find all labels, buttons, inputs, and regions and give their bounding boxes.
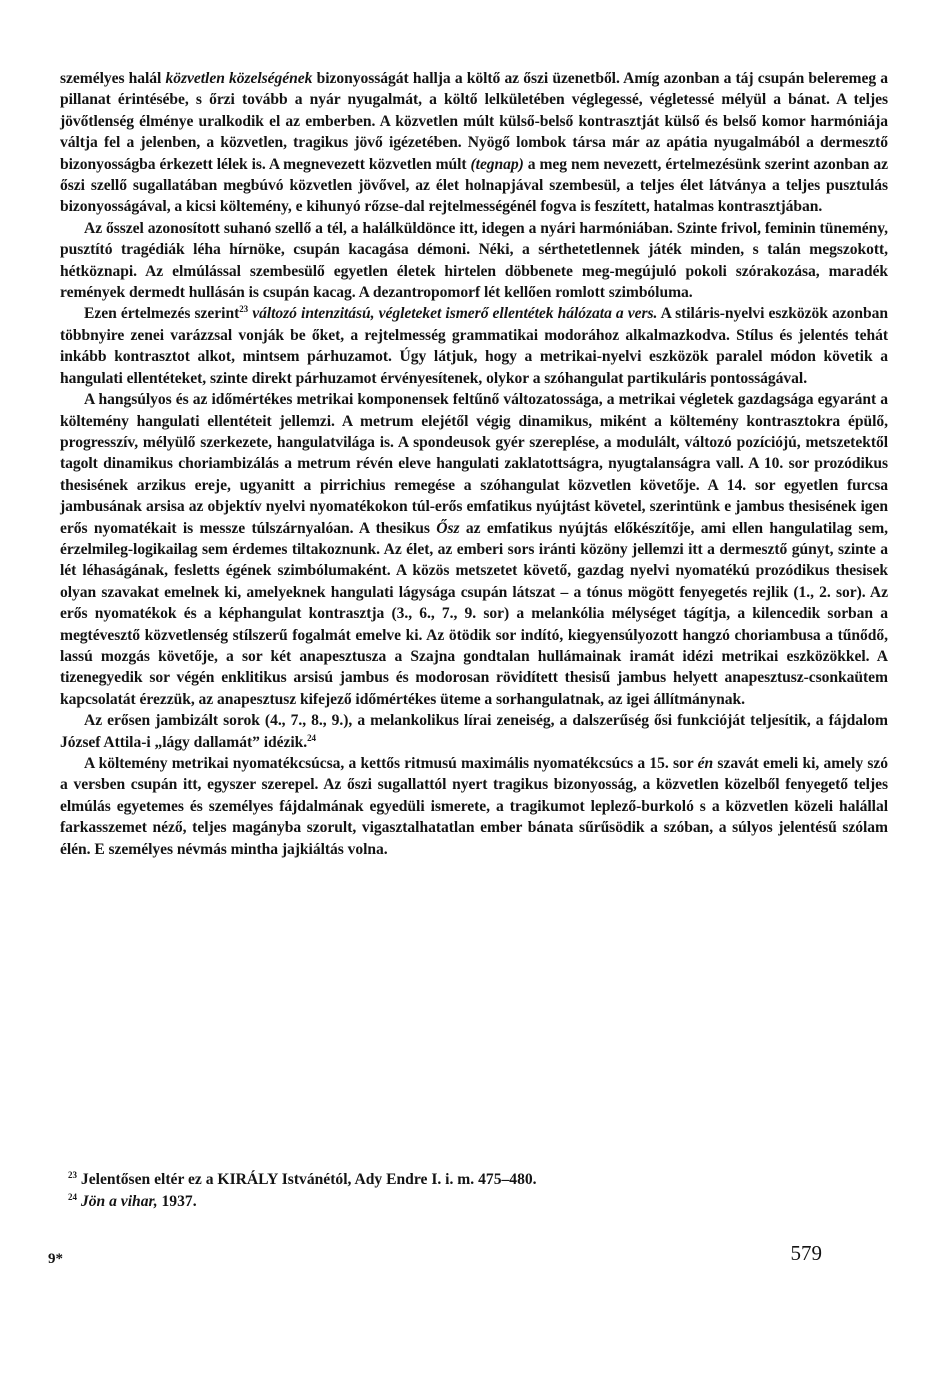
footnote-reference: 24 <box>68 1192 77 1202</box>
footnotes <box>60 1170 888 1214</box>
footnote <box>60 1170 888 1190</box>
text-run: az emfatikus nyújtás előkészítője, ami ellen hangulatilag sem, érzelmileg-logikailag sem érdemes tiltakoznunk. Az élet, az emberi sors iránti közöny jellemzi itt a dermesztő gúnyt, szinte a lét léhaságának, fesletts égének szimbólumaként. A közös metszetet követő, gazdag nyelvi nyomatékú prozódikus thesisek olyan szavakat emelnek ki, amelyeknek hangulati lágysága csupán látszat – a tónus mögött fenyegetés rejlik (1., 2. sor). Az erős nyomatékok és a képhangulat kontrasztja (3., 6., 7., 9. sor) a melankólia mélységet tágítja, a kilencedik sorban a megtévesztő közvetlenség stílszerű fogalmát emelve ki. Az ötödik sor indító, kiegyensúlyozott hangzó choriambusa a tűnődő, lassú mozgás követője, a sor két anapesztusza a Szajna gondtalan hullámainak iramát idézi metrikai eszközökkel. A tizenegyedik sor végén enklitikus arsisú jambus és modorosan rövidített thesisű jambus helyett anapesztusz-csonkaütem kapcsolatát érezzük, az anapesztusz kifejező időmértékes üteme a sorhangulatnak, az igei állítmánynak. <box>60 519 889 708</box>
text-run: szavát emeli ki, amely szó a versben csupán itt, egyszer szerepel. Az őszi sugallattól nyert tragikus bizonyosság, a közvetlen közelből fenyegető teljes elmúlás egyetemes és személyes fájdalmának egyedüli ismerete, a tragikumot leplező-burkoló s a közvetlen közeli halállal farkasszemet néző, teljes magányba szorult, vigasztalhatatlan ember bánata sűrűsödik a szóban, a súlyos jelentésű szólam élén. E személyes névmás mintha jajkiáltás volna. <box>60 755 888 858</box>
printer-signature-mark: 9* <box>48 1251 63 1267</box>
text-run: a meg nem nevezett, értelmezésünk szerint azonban az őszi szellő sugallatában megbúvó közvetlen jövővel, az élet holnapjával szembesül, a teljes élet látványa a teljes pusztulás bizonyosságával, a kicsi költemény, e kihunyó rőzse-dal rejtelmességénél fogva is feszített, hatalmas kontrasztjában. <box>60 155 888 216</box>
text-run: Jelentősen eltér ez a KIRÁLY Istvánétól, Ady Endre I. i. m. 475–480. <box>77 1171 537 1188</box>
page-number: 579 <box>790 1241 822 1265</box>
paragraph <box>60 389 888 710</box>
text-run: 1937. <box>157 1193 197 1210</box>
italic-text: (tegnap) <box>470 155 524 173</box>
footnote <box>60 1192 888 1212</box>
italic-text: Jön a vihar, <box>80 1193 158 1210</box>
text-run: Ezen értelmezés szerint <box>84 305 240 323</box>
italic-text: közvetlen közelségének <box>165 70 313 87</box>
italic-text: Ősz <box>436 519 460 537</box>
text-run: Az erősen jambizált sorok (4., 7., 8., 9.), a melankolikus lírai zeneiség, a dalszerűség ősi funkcióját teljesítik, a fájdalom József Attila-i „lágy dallamát” idézik. <box>60 712 888 751</box>
text-run: személyes halál <box>60 70 166 87</box>
text-run: A hangsúlyos és az időmértékes metrikai komponensek feltűnő változatossága, a metrikai végletek gazdagsága egyaránt a költemény hangulati ellentéteit jellemzi. A metrum elejétől végig dinamikus, miként a költemény kontrasztokra épülő, progresszív, mélyülő szerkezete, hangulatvilága is. A spondeusok gyér szereplése, a modulált, változó pozíciójú, metszetektől tagolt dinamikus choriambizálás a metrum révén eleve hangulati zaklatottságra, nyugtalanságra vall. A 10. sor prozódikus thesisének arzikus ereje, ugyanitt a pirrichius remegése a szóhangulat közvetlen követője. A 14. sor egyetlen furcsa jambusának arsisa az objektív nyelvi nyomatékokon túl-erős emfatikus nyújtást követel, szerintünk e jambus thesisének igen erős nyomatékait is messze túlszárnyalóan. A thesikus <box>60 391 888 537</box>
article-body <box>60 68 888 860</box>
paragraph <box>60 753 888 860</box>
footnote-reference: 23 <box>68 1170 77 1180</box>
footnote-reference: 24 <box>307 732 316 743</box>
italic-text: változó intenzitású, végleteket ismerő ellentétek hálózata a vers. <box>252 305 658 323</box>
paragraph <box>60 68 888 218</box>
paragraph <box>60 218 888 304</box>
italic-text: én <box>697 755 714 772</box>
paragraph <box>60 710 888 753</box>
text-run: bizonyosságát hallja a költő az őszi üzenetből. Amíg azonban a táj csupán beleremeg a pillanat érintésébe, s őrzi tovább a nyár nyugalmát, a költő lelkületében véglegessé, végletessé mélyül a bánat. A teljes jövőtlenség élménye uralkodik el az emberben. A közvetlen múlt külső-belső kontrasztját külső és belső komor harmóniája váltja fel a jelenben, a közvetlen, tragikus jövő igézetében. Nyögő lombok társa már az apátia nyugalmából a dermesztő bizonyosságba érkezett lélek is. A megnevezett közvetlen múlt <box>60 70 888 173</box>
text-run: A stiláris-nyelvi eszközök azonban többnyire zenei varázzsal vonják be őket, a rejtelmesség grammatikai modorához alkalmazkodva. Stílus és jelentés tehát inkább kontrasztot alkot, mintsem párhuzamot. Úgy látjuk, hogy a metrikai-nyelvi eszközök paralel módon követik a hangulati ellentéteket, szinte direkt párhuzamot érvényesítenek, olykor a szóhangulat partikuláris pontosságával. <box>60 305 888 387</box>
paragraph <box>60 303 888 389</box>
text-run: A költemény metrikai nyomatékcsúcsa, a kettős ritmusú maximális nyomatékcsúcs a 15. sor <box>84 755 698 772</box>
footnote-reference: 23 <box>239 304 249 315</box>
text-run: Az ősszel azonosított suhanó szellő a tél, a halálküldönce itt, idegen a nyári harmóniában. Szinte frivol, feminin tünemény, pusztító tragédiák léha hírnöke, csupán kacagása démoni. Néki, a sérthetetlennek játék minden, s talán megszokott, hétköznapi. Az elmúlással szembesülő egyetlen életek hirtelen döbbenete meg-megújuló pokoli szórakozása, maradék remények dermedt hullásán is csupán kacag. A dezantropomorf lét kellően romlott szimbóluma. <box>60 219 888 302</box>
